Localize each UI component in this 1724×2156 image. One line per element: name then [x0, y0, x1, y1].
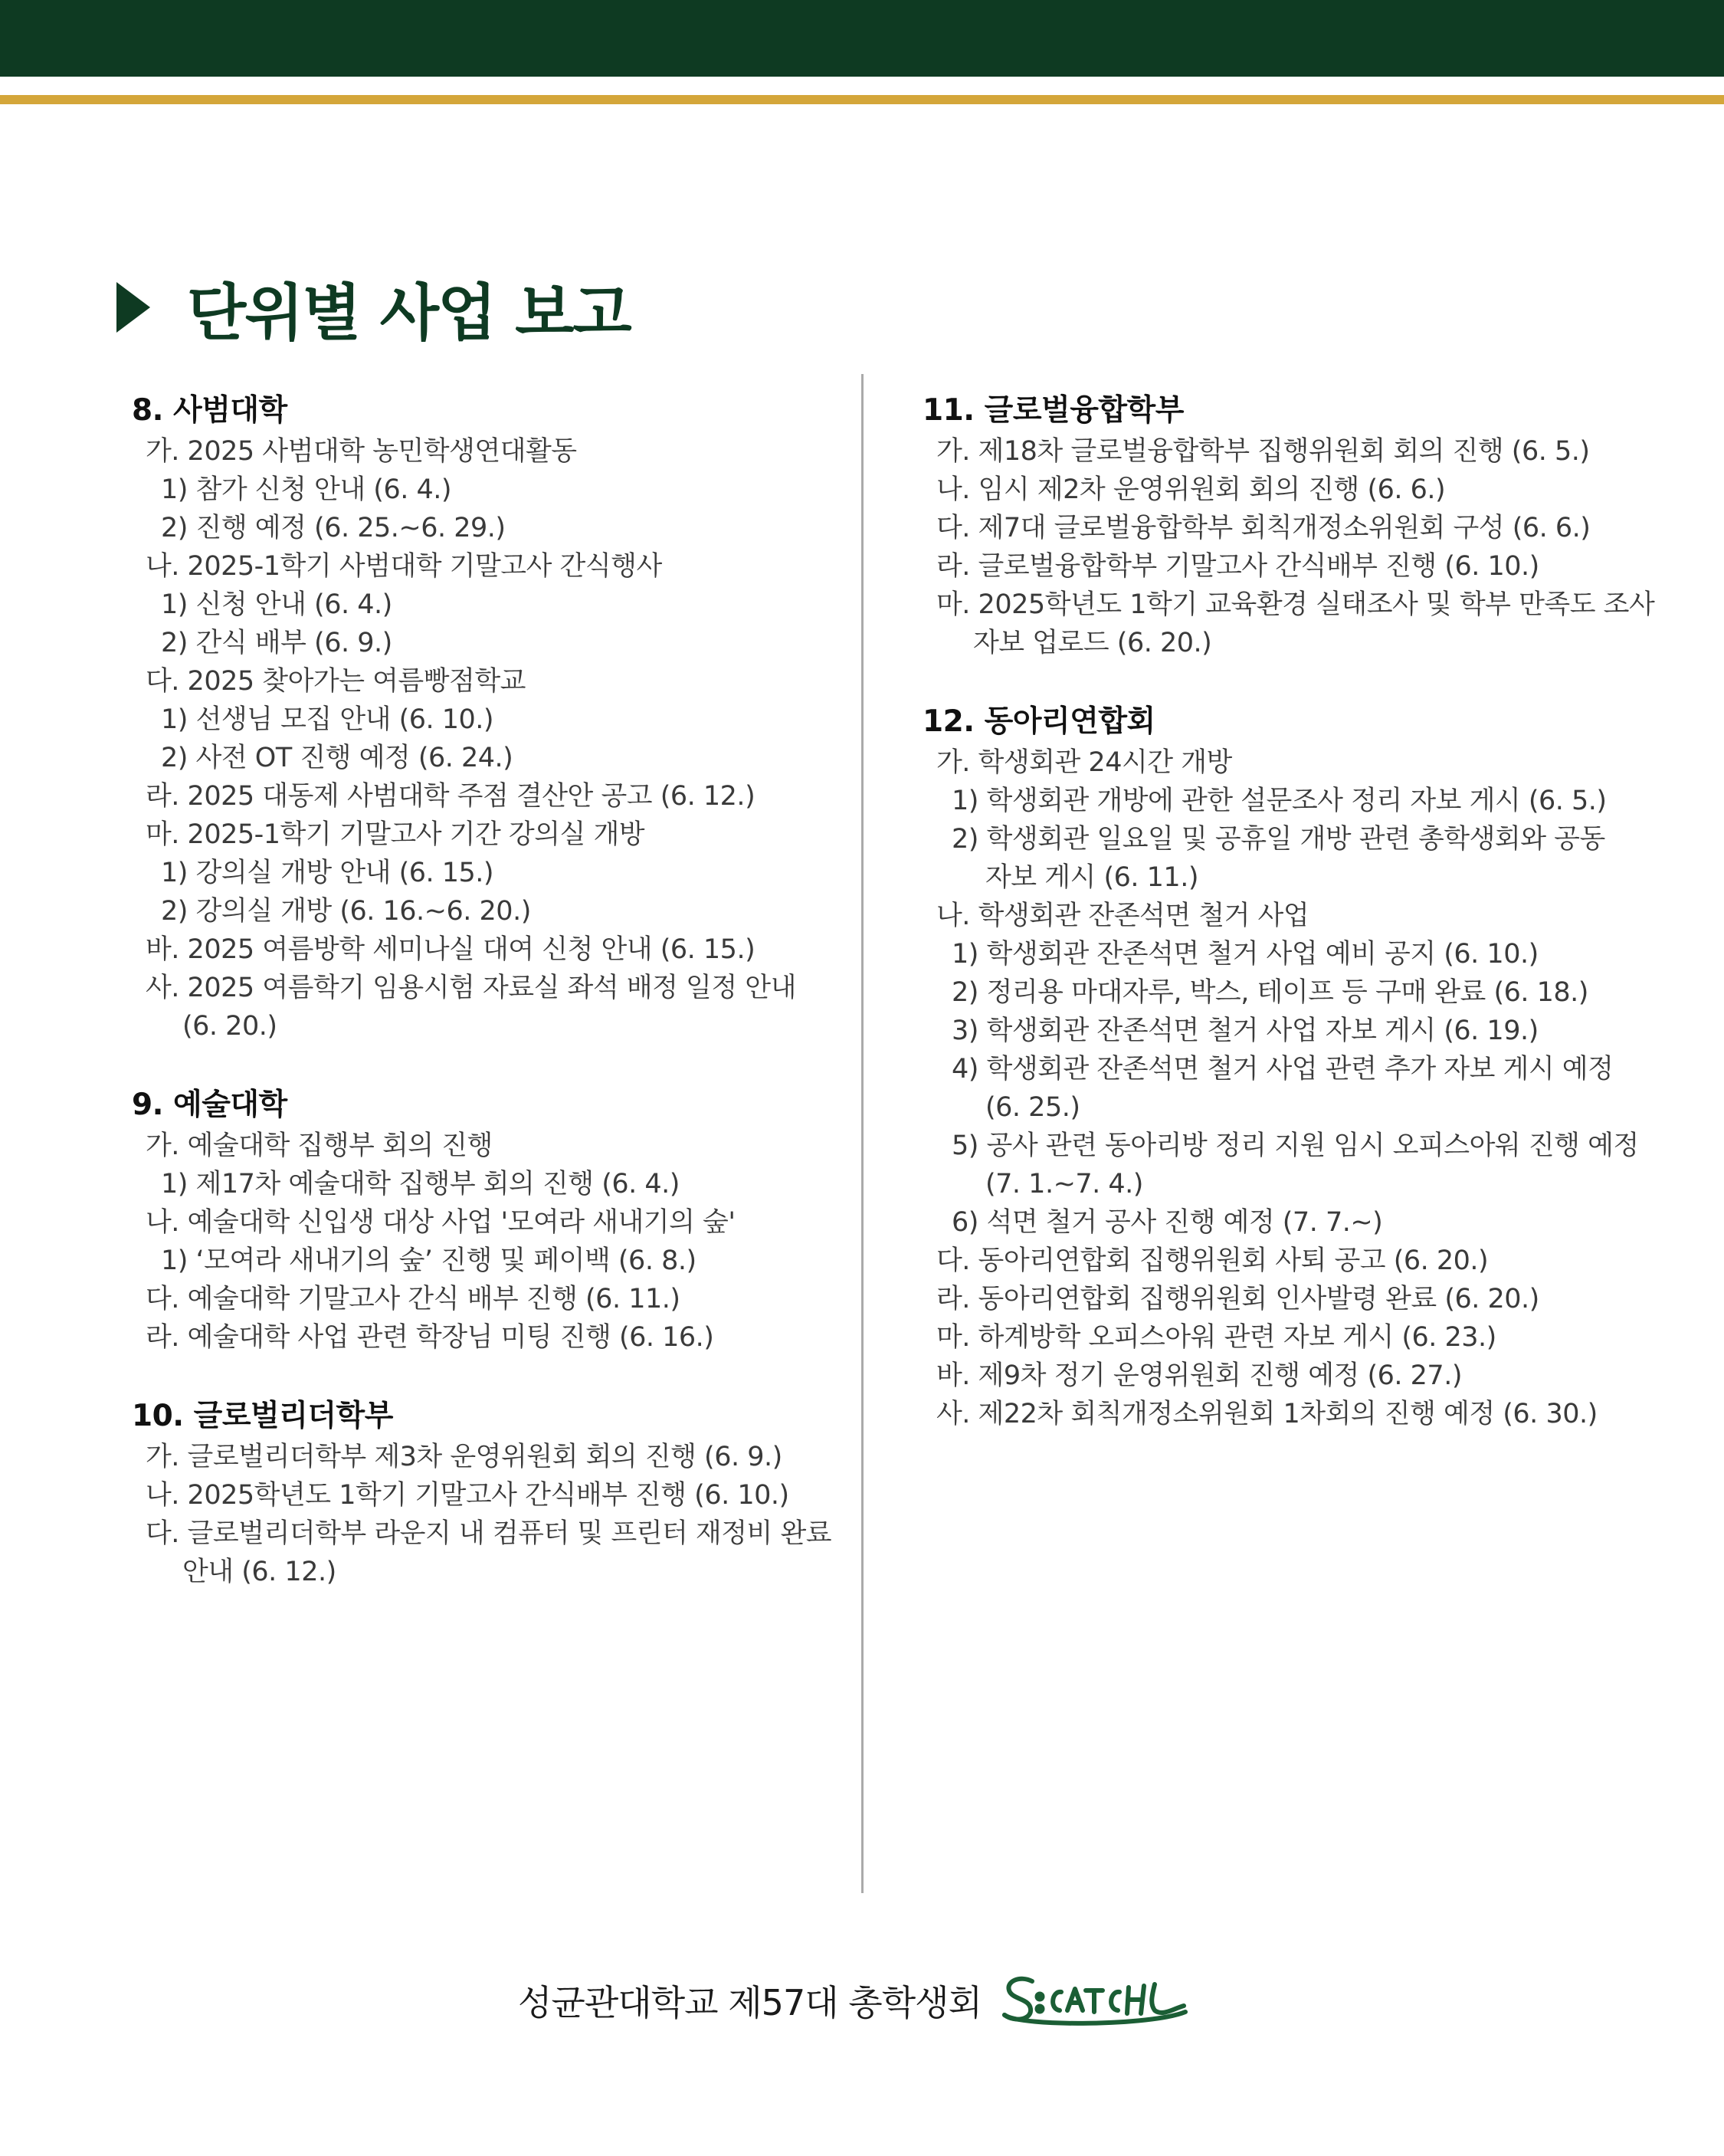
report-item: 나. 임시 제2차 운영위원회 회의 진행 (6. 6.) — [936, 474, 1446, 505]
report-item: 가. 글로벌리더학부 제3차 운영위원회 회의 진행 (6. 9.) — [146, 1442, 782, 1472]
report-item: 사. 제22차 회칙개정소위원회 1차회의 진행 예정 (6. 30.) — [936, 1399, 1598, 1429]
report-section — [132, 1395, 837, 1591]
report-item: 다. 동아리연합회 집행위원회 사퇴 공고 (6. 20.) — [936, 1245, 1489, 1276]
report-item: 2) 간식 배부 (6. 9.) — [161, 628, 392, 658]
play-triangle-icon — [116, 282, 150, 333]
report-item: 1) 학생회관 개방에 관한 설문조사 정리 자보 게시 (6. 5.) — [952, 786, 1607, 816]
report-item: 다. 2025 찾아가는 여름빵점학교 — [146, 666, 526, 697]
footer-text: 성균관대학교 제57대 총학생회 — [518, 1982, 982, 2023]
page-title: 단위별 사업 보고 — [187, 277, 631, 349]
report-item: 라. 동아리연합회 집행위원회 인사발령 완료 (6. 20.) — [936, 1284, 1539, 1314]
report-item: 1) 강의실 개방 안내 (6. 15.) — [161, 858, 494, 888]
report-item: 나. 예술대학 신입생 대상 사업 '모여라 새내기의 숲' — [146, 1207, 736, 1238]
section-title: 12. 동아리연합회 — [923, 704, 1155, 739]
report-item: 5) 공사 관련 동아리방 정리 지원 임시 오피스아워 진행 예정 — [952, 1131, 1639, 1161]
report-section — [132, 389, 837, 1045]
report-item: 2) 학생회관 일요일 및 공휴일 개방 관련 총학생회와 공동 — [952, 824, 1605, 855]
report-section — [923, 701, 1689, 1433]
report-item: 마. 2025학년도 1학기 교육환경 실태조사 및 학부 만족도 조사 — [936, 589, 1655, 620]
footer — [518, 1962, 1190, 2039]
report-item: 2) 강의실 개방 (6. 16.~6. 20.) — [161, 896, 531, 927]
report-item: 2) 진행 예정 (6. 25.~6. 29.) — [161, 513, 506, 543]
left-column — [132, 389, 837, 1629]
report-item: 마. 2025-1학기 기말고사 기간 강의실 개방 — [146, 819, 645, 850]
section-title: 9. 예술대학 — [132, 1088, 287, 1122]
report-item: 가. 예술대학 집행부 회의 진행 — [146, 1131, 493, 1161]
report-item: 가. 2025 사범대학 농민학생연대활동 — [146, 436, 577, 467]
report-item: 라. 2025 대동제 사범대학 주점 결산안 공고 (6. 12.) — [146, 781, 755, 812]
report-item: 사. 2025 여름학기 임용시험 자료실 좌석 배정 일정 안내 — [146, 973, 796, 1003]
report-item: 다. 제7대 글로벌융합학부 회칙개정소위원회 구성 (6. 6.) — [936, 513, 1591, 543]
report-item: 자보 게시 (6. 11.) — [985, 862, 1198, 893]
report-item: 3) 학생회관 잔존석면 철거 사업 자보 게시 (6. 19.) — [952, 1016, 1539, 1046]
report-item: 1) 신청 안내 (6. 4.) — [161, 589, 392, 620]
report-item: 1) 학생회관 잔존석면 철거 사업 예비 공지 (6. 10.) — [952, 939, 1539, 970]
report-item: 다. 글로벌리더학부 라운지 내 컴퓨터 및 프린터 재정비 완료 — [146, 1518, 832, 1549]
right-column — [923, 389, 1689, 1472]
report-item: 6) 석면 철거 공사 진행 예정 (7. 7.~) — [952, 1207, 1383, 1238]
report-item: 마. 하계방학 오피스아워 관련 자보 게시 (6. 23.) — [936, 1322, 1496, 1353]
report-item: 2) 정리용 마대자루, 박스, 테이프 등 구매 완료 (6. 18.) — [952, 977, 1588, 1008]
report-item: 나. 2025학년도 1학기 기말고사 간식배부 진행 (6. 10.) — [146, 1480, 789, 1511]
report-item: 1) ‘모여라 새내기의 숲’ 진행 및 페이백 (6. 8.) — [161, 1245, 696, 1276]
column-divider — [861, 374, 864, 1893]
section-title: 8. 사범대학 — [132, 393, 287, 428]
report-item: 자보 업로드 (6. 20.) — [973, 628, 1212, 658]
report-item: 바. 제9차 정기 운영위원회 진행 예정 (6. 27.) — [936, 1360, 1462, 1391]
report-section — [923, 389, 1689, 662]
report-item: 4) 학생회관 잔존석면 철거 사업 관련 추가 자보 게시 예정 — [952, 1054, 1614, 1085]
report-item: 1) 제17차 예술대학 집행부 회의 진행 (6. 4.) — [161, 1169, 680, 1199]
report-item: 1) 선생님 모집 안내 (6. 10.) — [161, 704, 494, 735]
section-title: 11. 글로벌융합학부 — [923, 393, 1184, 428]
gold-stripe — [0, 95, 1724, 104]
top-banner — [0, 0, 1724, 77]
report-item: 안내 (6. 12.) — [182, 1557, 336, 1587]
report-item: (6. 20.) — [182, 1011, 277, 1042]
report-item: 가. 제18차 글로벌융합학부 집행위원회 회의 진행 (6. 5.) — [936, 436, 1590, 467]
report-item: (6. 25.) — [985, 1092, 1080, 1123]
page-title-row — [116, 265, 631, 349]
scatch-logo-icon — [998, 1966, 1190, 2035]
report-item: 1) 참가 신청 안내 (6. 4.) — [161, 474, 452, 505]
report-item: 라. 글로벌융합학부 기말고사 간식배부 진행 (6. 10.) — [936, 551, 1539, 582]
report-item: (7. 1.~7. 4.) — [985, 1169, 1143, 1199]
report-item: 가. 학생회관 24시간 개방 — [936, 747, 1232, 778]
report-item: 라. 예술대학 사업 관련 학장님 미팅 진행 (6. 16.) — [146, 1322, 714, 1353]
report-item: 나. 학생회관 잔존석면 철거 사업 — [936, 901, 1309, 931]
report-item: 나. 2025-1학기 사범대학 기말고사 간식행사 — [146, 551, 662, 582]
scatch-logo-text: S:CATCH — [998, 1966, 1002, 1967]
report-item: 다. 예술대학 기말고사 간식 배부 진행 (6. 11.) — [146, 1284, 680, 1314]
report-section — [132, 1084, 837, 1357]
report-item: 바. 2025 여름방학 세미나실 대여 신청 안내 (6. 15.) — [146, 934, 755, 965]
report-item: 2) 사전 OT 진행 예정 (6. 24.) — [161, 743, 513, 773]
section-title: 10. 글로벌리더학부 — [132, 1399, 393, 1433]
